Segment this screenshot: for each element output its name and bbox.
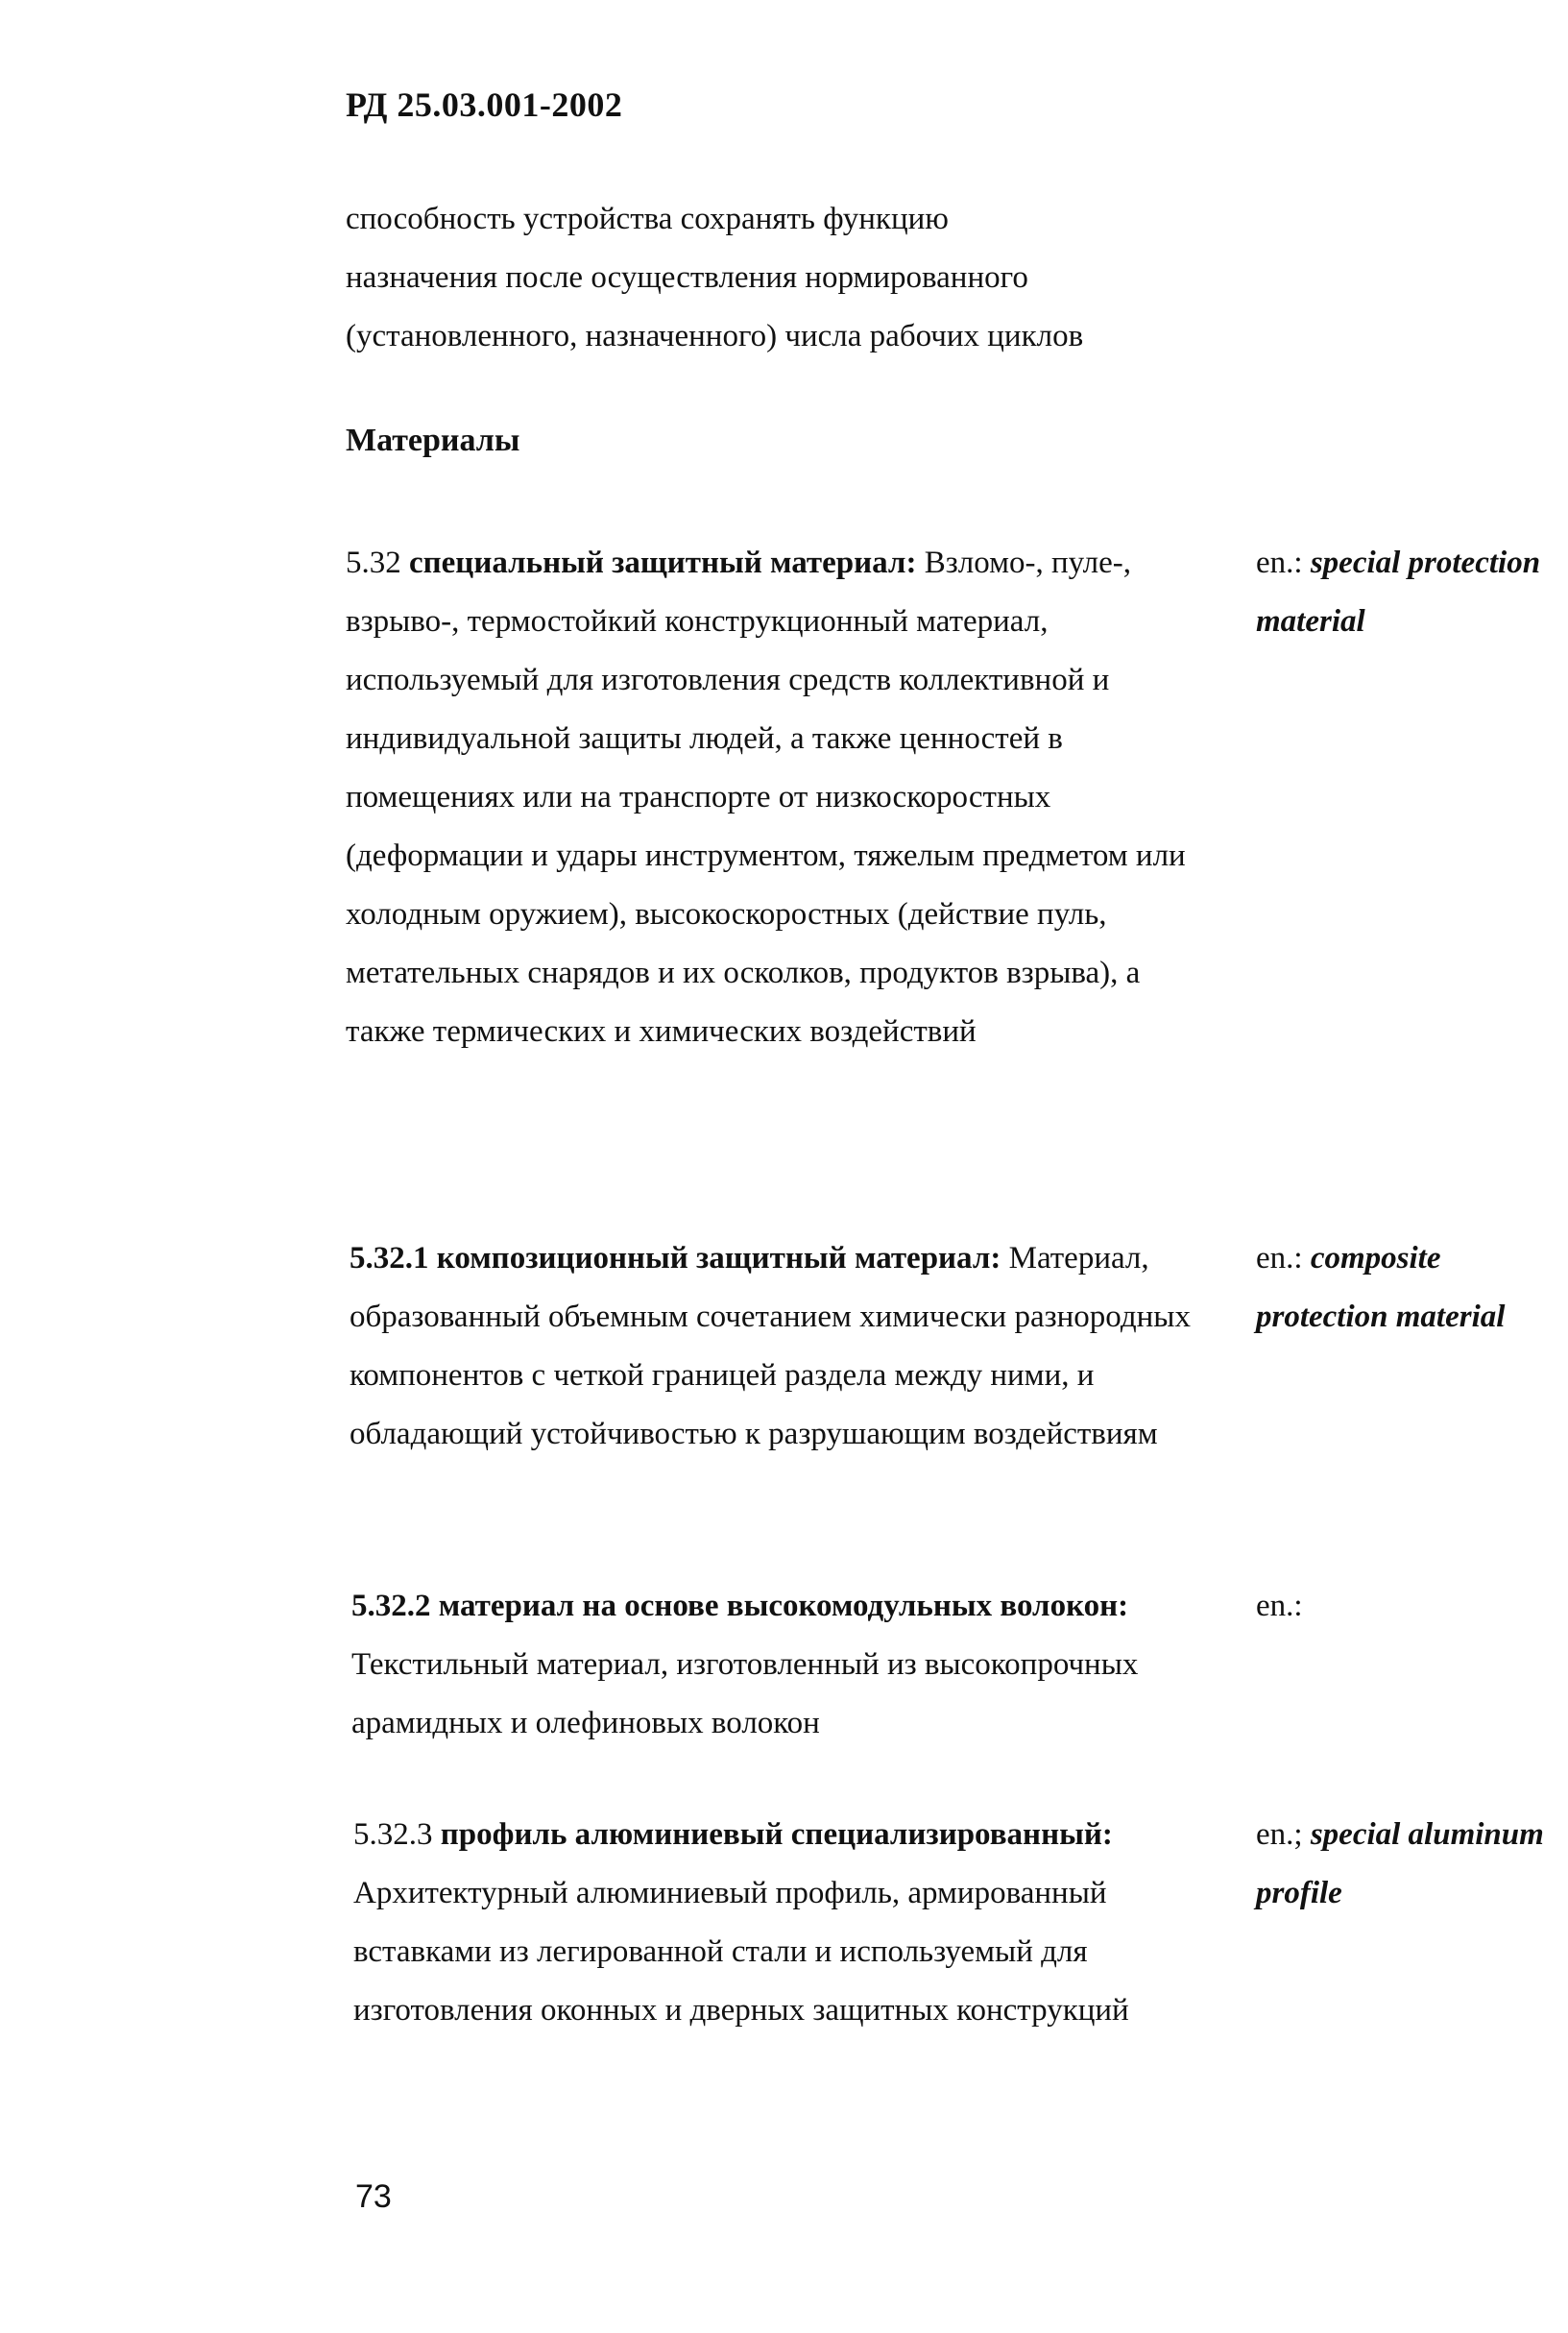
en-label: en.: [1256, 546, 1303, 580]
entry-number: 5.32.1 [350, 1241, 429, 1276]
intro-paragraph [346, 190, 1210, 366]
entry-5-32-2 [351, 1577, 1196, 1753]
en-term: special protection material [1256, 546, 1541, 639]
entry-5-32-3 [353, 1806, 1198, 2040]
en-label: en.; [1256, 1817, 1303, 1852]
document-id: РД 25.03.001-2002 [346, 85, 623, 124]
intro-line: назначения после осуществления нормированного [346, 260, 1028, 295]
entry-5-32-2-english [1256, 1577, 1544, 1636]
entry-number: 5.32.3 [353, 1817, 433, 1852]
en-label: en.: [1256, 1589, 1303, 1623]
entry-5-32-1-english [1256, 1229, 1544, 1347]
entry-5-32-1 [350, 1229, 1194, 1464]
entry-5-32-3-english [1256, 1806, 1544, 1923]
entry-definition: Материал, образованный объемным сочетанием химически разнородных компонентов с четкой границей раздела между ними, и обладающий устойчивостью к разрушающим воздействиям [350, 1241, 1191, 1451]
entry-number: 5.32.2 [351, 1589, 431, 1623]
intro-line: (установленного, назначенного) числа рабочих циклов [346, 319, 1084, 353]
en-term: composite protection material [1256, 1241, 1506, 1334]
entry-5-32 [346, 534, 1191, 1061]
entry-5-32-english [1256, 534, 1544, 651]
entry-definition: Текстильный материал, изготовленный из высокопрочных арамидных и олефиновых волокон [351, 1647, 1139, 1740]
intro-line: способность устройства сохранять функцию [346, 202, 949, 236]
en-term: special aluminum profile [1256, 1817, 1544, 1910]
entry-definition: Взломо-, пуле-, взрыво-, термостойкий конструкционный материал, используемый для изготовления средств коллективной и индивидуальной защиты людей, а также ценностей в помещениях или на транспорте от низкоскоростных (деформации и удары инструментом, тяжелым предметом или холодным оружием), высокоскоростных (действие пуль, метательных снарядов и их осколков, продуктов взрыва), а также термических и химических воздействий [346, 546, 1186, 1049]
entry-term: профиль алюминиевый специализированный: [440, 1817, 1113, 1852]
entry-number: 5.32 [346, 546, 401, 580]
en-label: en.: [1256, 1241, 1303, 1276]
entry-term: специальный защитный материал: [409, 546, 917, 580]
entry-term: композиционный защитный материал: [436, 1241, 1001, 1276]
section-heading: Материалы [346, 423, 520, 458]
entry-definition: Архитектурный алюминиевый профиль, армированный вставками из легированной стали и используемый для изготовления оконных и дверных защитных конструкций [353, 1876, 1129, 2028]
entry-term: материал на основе высокомодульных волокон: [438, 1589, 1129, 1623]
page-number: 73 [355, 2178, 392, 2215]
